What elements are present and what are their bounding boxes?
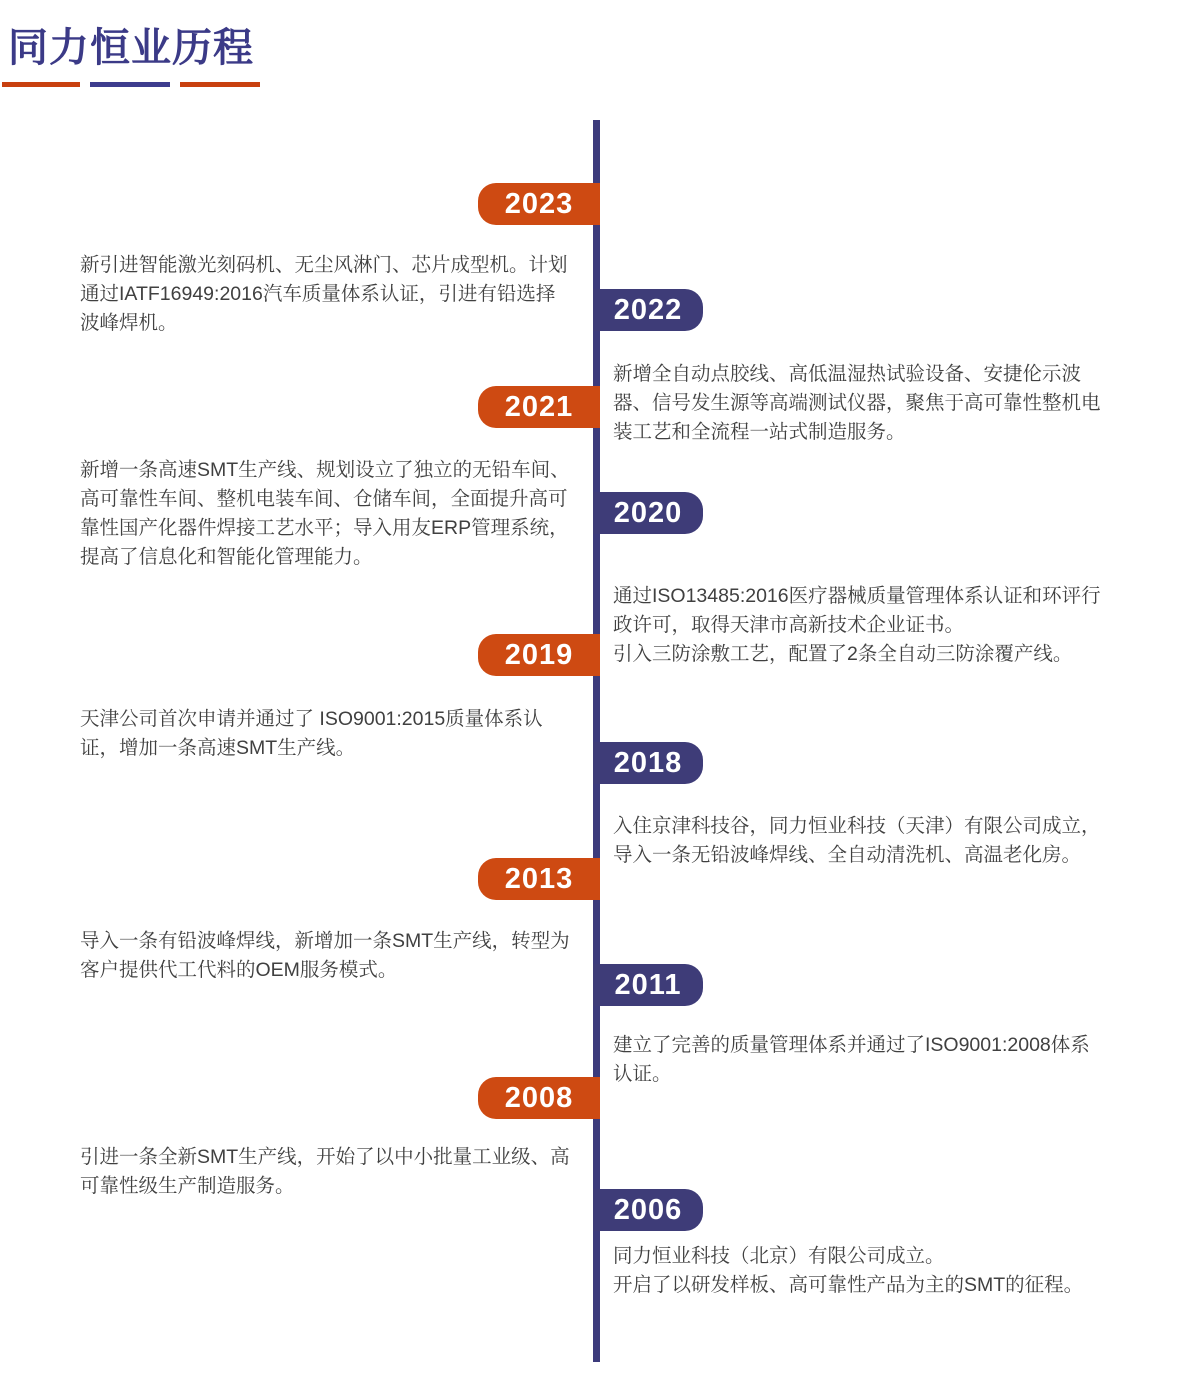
- year-label: 2021: [504, 390, 574, 423]
- year-badge-2013: [478, 858, 600, 900]
- year-label: 2020: [613, 496, 683, 529]
- title-underline-segment-orange: [2, 82, 80, 87]
- entry-paragraph: 通过ISO13485:2016医疗器械质量管理体系认证和环评行政许可，取得天津市高新技术企业证书。: [613, 585, 1101, 636]
- year-label: 2008: [504, 1081, 574, 1114]
- year-label: 2022: [613, 293, 683, 326]
- timeline-entry-2018: [613, 812, 1105, 870]
- year-badge-2023: [478, 183, 600, 225]
- entry-paragraph: 天津公司首次申请并通过了 ISO9001:2015质量体系认证，增加一条高速SMT生产线。: [80, 708, 543, 759]
- timeline-entry-2013: [80, 927, 570, 985]
- timeline-entry-2006: [613, 1242, 1105, 1300]
- entry-paragraph: 导入一条有铅波峰焊线，新增加一条SMT生产线，转型为客户提供代工代料的OEM服务模式。: [80, 930, 570, 981]
- entry-paragraph: 建立了完善的质量管理体系并通过了ISO9001:2008体系认证。: [613, 1034, 1090, 1085]
- year-badge-2018: [593, 742, 703, 784]
- year-badge-2011: [593, 964, 703, 1006]
- title-underline-segment-orange: [180, 82, 260, 87]
- entry-paragraph: 同力恒业科技（北京）有限公司成立。: [613, 1245, 945, 1267]
- year-label: 2013: [504, 862, 574, 895]
- timeline-entry-2019: [80, 705, 570, 763]
- year-badge-2022: [593, 289, 703, 331]
- year-badge-2008: [478, 1077, 600, 1119]
- title-underline-segment-purple: [90, 82, 170, 87]
- year-badge-2019: [478, 634, 600, 676]
- year-label: 2006: [613, 1193, 683, 1226]
- timeline-entry-2020: [613, 582, 1105, 669]
- entry-paragraph: 引进一条全新SMT生产线，开始了以中小批量工业级、高可靠性级生产制造服务。: [80, 1146, 570, 1197]
- timeline-entry-2011: [613, 1031, 1105, 1089]
- year-label: 2023: [504, 187, 574, 220]
- entry-paragraph: 开启了以研发样板、高可靠性产品为主的SMT的征程。: [613, 1274, 1084, 1296]
- year-badge-2006: [593, 1189, 703, 1231]
- timeline-entry-2021: [80, 456, 570, 572]
- entry-paragraph: 引入三防涂敷工艺，配置了2条全自动三防涂覆产线。: [613, 643, 1073, 665]
- timeline-entry-2023: [80, 251, 570, 338]
- year-badge-2021: [478, 386, 600, 428]
- year-badge-2020: [593, 492, 703, 534]
- entry-paragraph: 入住京津科技谷，同力恒业科技（天津）有限公司成立，导入一条无铅波峰焊线、全自动清洗机、高温老化房。: [613, 815, 1101, 866]
- entry-paragraph: 新增一条高速SMT生产线、规划设立了独立的无铅车间、高可靠性车间、整机电装车间、仓储车间，全面提升高可靠性国产化器件焊接工艺水平；导入用友ERP管理系统，提高了信息化和智能化管理能力。: [80, 459, 570, 568]
- entry-paragraph: 新增全自动点胶线、高低温湿热试验设备、安捷伦示波器、信号发生源等高端测试仪器，聚焦于高可靠性整机电装工艺和全流程一站式制造服务。: [613, 363, 1101, 443]
- year-label: 2018: [613, 746, 683, 779]
- timeline-entry-2022: [613, 360, 1105, 447]
- page-title: 同力恒业历程: [8, 26, 254, 70]
- year-label: 2011: [614, 968, 682, 1001]
- timeline-entry-2008: [80, 1143, 570, 1201]
- year-label: 2019: [504, 638, 574, 671]
- entry-paragraph: 新引进智能激光刻码机、无尘风淋门、芯片成型机。计划通过IATF16949:2016汽车质量体系认证，引进有铅选择波峰焊机。: [80, 254, 568, 334]
